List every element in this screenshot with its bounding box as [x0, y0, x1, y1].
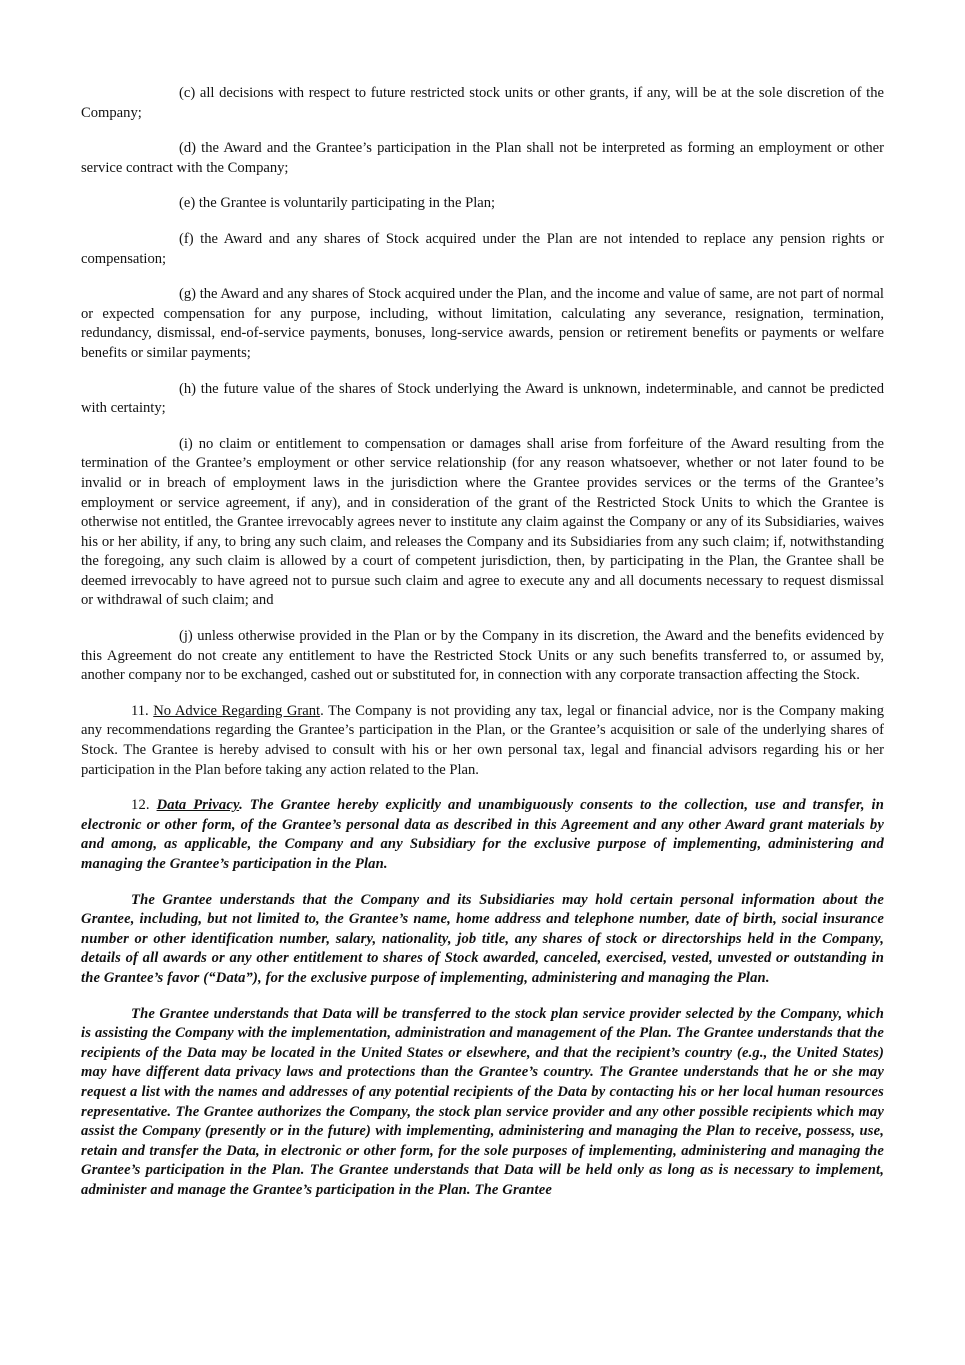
section-12-paragraph-2: The Grantee understands that the Company and its Subsidiaries may hold certain personal information about the Grantee, including, but not limited to, the Grantee’s name, home address and telephone number, date of birth, social insurance number or other identification number, salary, nationality, job title, any shares of stock or directorships held in the Company, details of all awards or any other entitlement to shares of Stock awarded, canceled, exercised, vested, unvested or outstanding in the Grantee’s favor (“Data”), for the exclusive purpose of implementing, administering and managing the Plan.: [81, 891, 884, 986]
paragraph-c: (c) all decisions with respect to future restricted stock units or other grants, if any, will be at the sole discretion of the Company;: [81, 85, 884, 121]
paragraph-f: (f) the Award and any shares of Stock acquired under the Plan are not intended to replace any pension rights or compensation;: [81, 230, 884, 267]
section-12-heading: Data Privacy: [156, 797, 240, 814]
paragraph-i: (i) no claim or entitlement to compensation or damages shall arise from forfeiture of the Award resulting from the termination of the Grantee’s employment or other service relationship (for any reason whatsoever, whether or not later found to be invalid or in breach of employment laws in the jurisdiction where the Grantee provides services or the terms of the Grantee’s employment or service agreement, if any), and in consideration of the grant of the Restricted Stock Units to which the Grantee is otherwise not entitled, the Grantee irrevocably agrees never to institute any claim against the Company or any of its Subsidiaries, waives his or her ability, if any, to bring any such claim, and releases the Company and its Subsidiaries from any such claim; if, notwithstanding the foregoing, any such claim is allowed by a court of competent jurisdiction, then, by participating in the Plan, the Grantee shall be deemed irrevocably to have agreed not to pursue such claim and agree to execute any and all documents necessary to request dismissal or withdrawal of such claim; and: [81, 435, 884, 609]
paragraph-d: (d) the Award and the Grantee’s participation in the Plan shall not be interpreted as forming an employment or other service contract with the Company;: [81, 140, 884, 176]
section-11: [81, 702, 884, 780]
document-page: [81, 84, 884, 1217]
section-11-heading: No Advice Regarding Grant: [153, 702, 321, 719]
section-12-body: . The Grantee hereby explicitly and unambiguously consents to the collection, use and transfer, in electronic or other form, of the Grantee’s personal data as described in this Agreement and any other Award grant materials by and among, as applicable, the Company and any Subsidiary for the exclusive purpose of implementing, administering and managing the Grantee’s participation in the Plan.: [81, 797, 884, 872]
section-12-number: 12.: [131, 797, 150, 814]
section-11-body: . The Company is not providing any tax, legal or financial advice, nor is the Company making any recommendations regarding the Grantee’s participation in the Plan, or the Grantee’s acquisition or sale of the underlying shares of Stock. The Grantee is hereby advised to consult with his or her own personal tax, legal and financial advisors regarding his or her participation in the Plan before taking any action related to the Plan.: [81, 702, 885, 778]
section-11-number: 11.: [131, 702, 149, 719]
paragraph-h: (h) the future value of the shares of Stock underlying the Award is unknown, indeterminable, and cannot be predicted with certainty;: [81, 380, 884, 417]
section-12-paragraph-3: The Grantee understands that Data will be transferred to the stock plan service provider selected by the Company, which is assisting the Company with the implementation, administration and management of the Plan. The Grantee understands that the recipients of the Data may be located in the United States or elsewhere, and that the recipient’s country (e.g., the United States) may have different data privacy laws and protections than the Grantee’s country. The Grantee understands that he or she may request a list with the names and addresses of any potential recipients of the Data by contacting his or her local human resources representative. The Grantee authorizes the Company, the stock plan service provider and any other possible recipients which may assist the Company (presently or in the future) with implementing, administering and managing the Plan to receive, possess, use, retain and transfer the Data, in electronic or other form, for the sole purposes of implementing, administering and managing the Grantee’s participation in the Plan. The Grantee understands that Data will be held only as long as is necessary to implement, administer and manage the Grantee’s participation in the Plan. The Grantee: [81, 1005, 884, 1198]
paragraph-e: (e) the Grantee is voluntarily participating in the Plan;: [179, 195, 496, 212]
paragraph-g: (g) the Award and any shares of Stock acquired under the Plan, and the income and value of same, are not part of normal or expected compensation for any purpose, including, without limitation, calculating any severance, resignation, termination, redundancy, dismissal, end-of-service payments, bonuses, long-service awards, pension or retirement benefits or payments or welfare benefits or similar payments;: [81, 286, 884, 361]
section-12: [81, 796, 884, 874]
paragraph-j: (j) unless otherwise provided in the Plan or by the Company in its discretion, the Award and the benefits evidenced by this Agreement do not create any entitlement to have the Restricted Stock Units or any such benefits transferred to, or assumed by, another company nor to be exchanged, cashed out or substituted for, in connection with any corporate transaction affecting the Stock.: [81, 628, 884, 684]
